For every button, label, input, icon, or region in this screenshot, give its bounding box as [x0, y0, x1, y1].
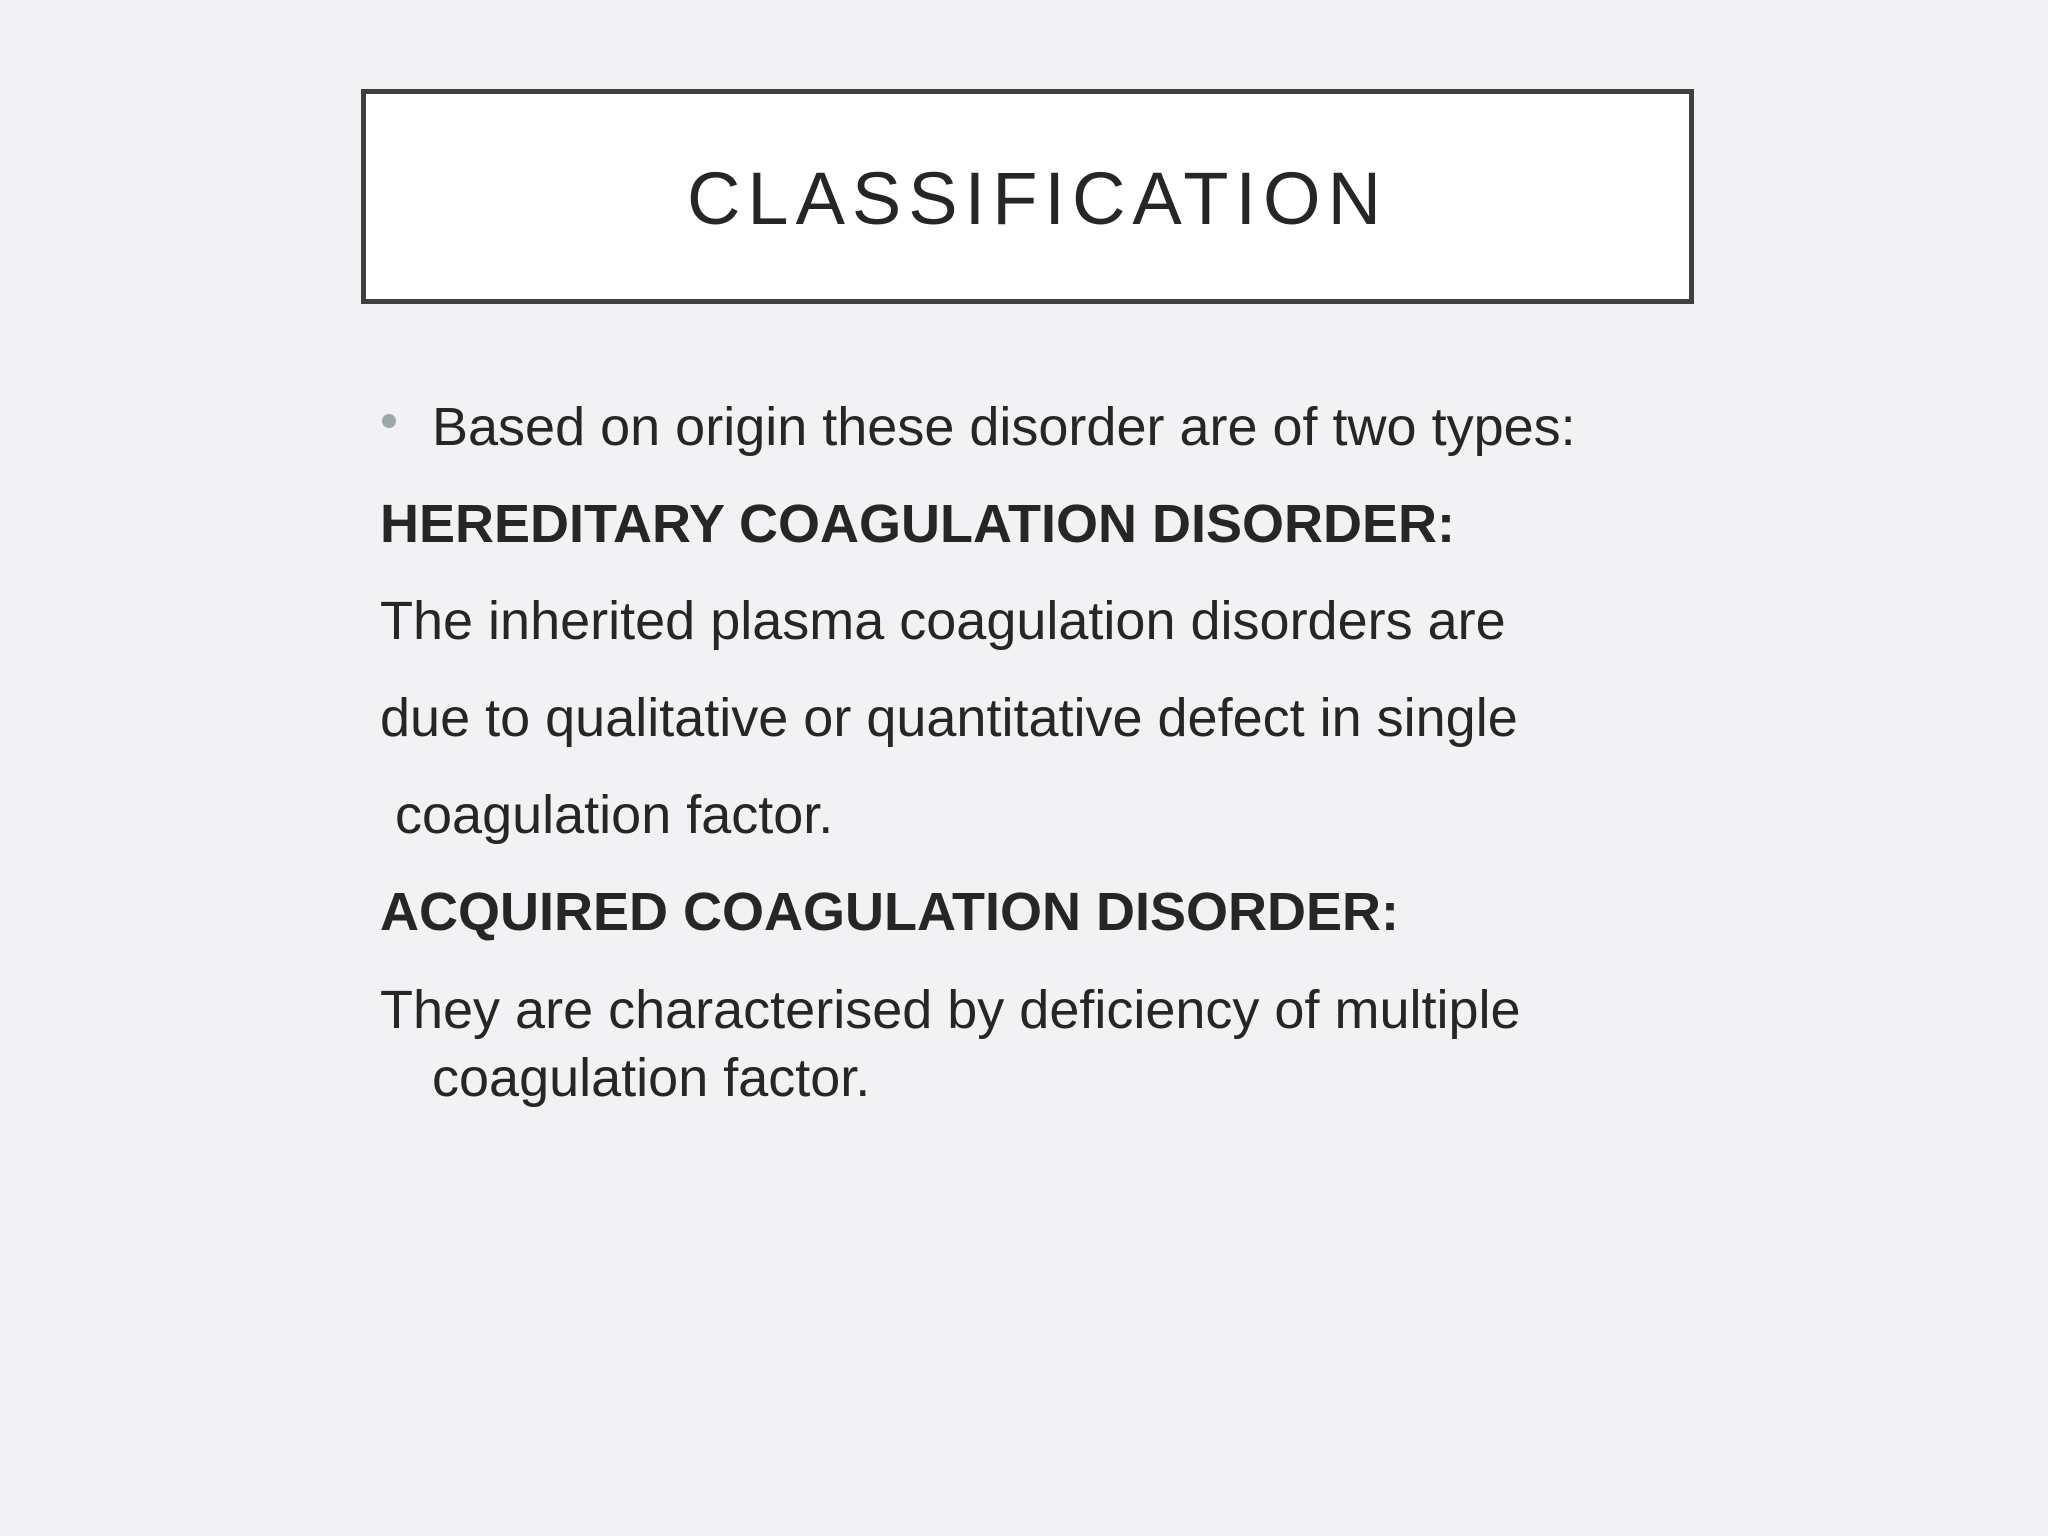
bullet-text: Based on origin these disorder are of two types: [432, 397, 1576, 457]
acquired-heading: ACQUIRED COAGULATION DISORDER: [380, 882, 1399, 942]
hereditary-line-3: coagulation factor. [380, 785, 834, 845]
acquired-line-1: They are characterised by deficiency of multiple [380, 980, 1521, 1040]
slide-title: CLASSIFICATION [686, 157, 1389, 240]
hereditary-heading: HEREDITARY COAGULATION DISORDER: [380, 494, 1456, 554]
hereditary-line-2: due to qualitative or quantitative defect in single [380, 688, 1518, 748]
acquired-line-2: coagulation factor. [432, 1048, 871, 1108]
title-box [361, 89, 1694, 304]
hereditary-line-1: The inherited plasma coagulation disorders are [380, 591, 1506, 651]
bullet-dot-icon [382, 414, 396, 428]
